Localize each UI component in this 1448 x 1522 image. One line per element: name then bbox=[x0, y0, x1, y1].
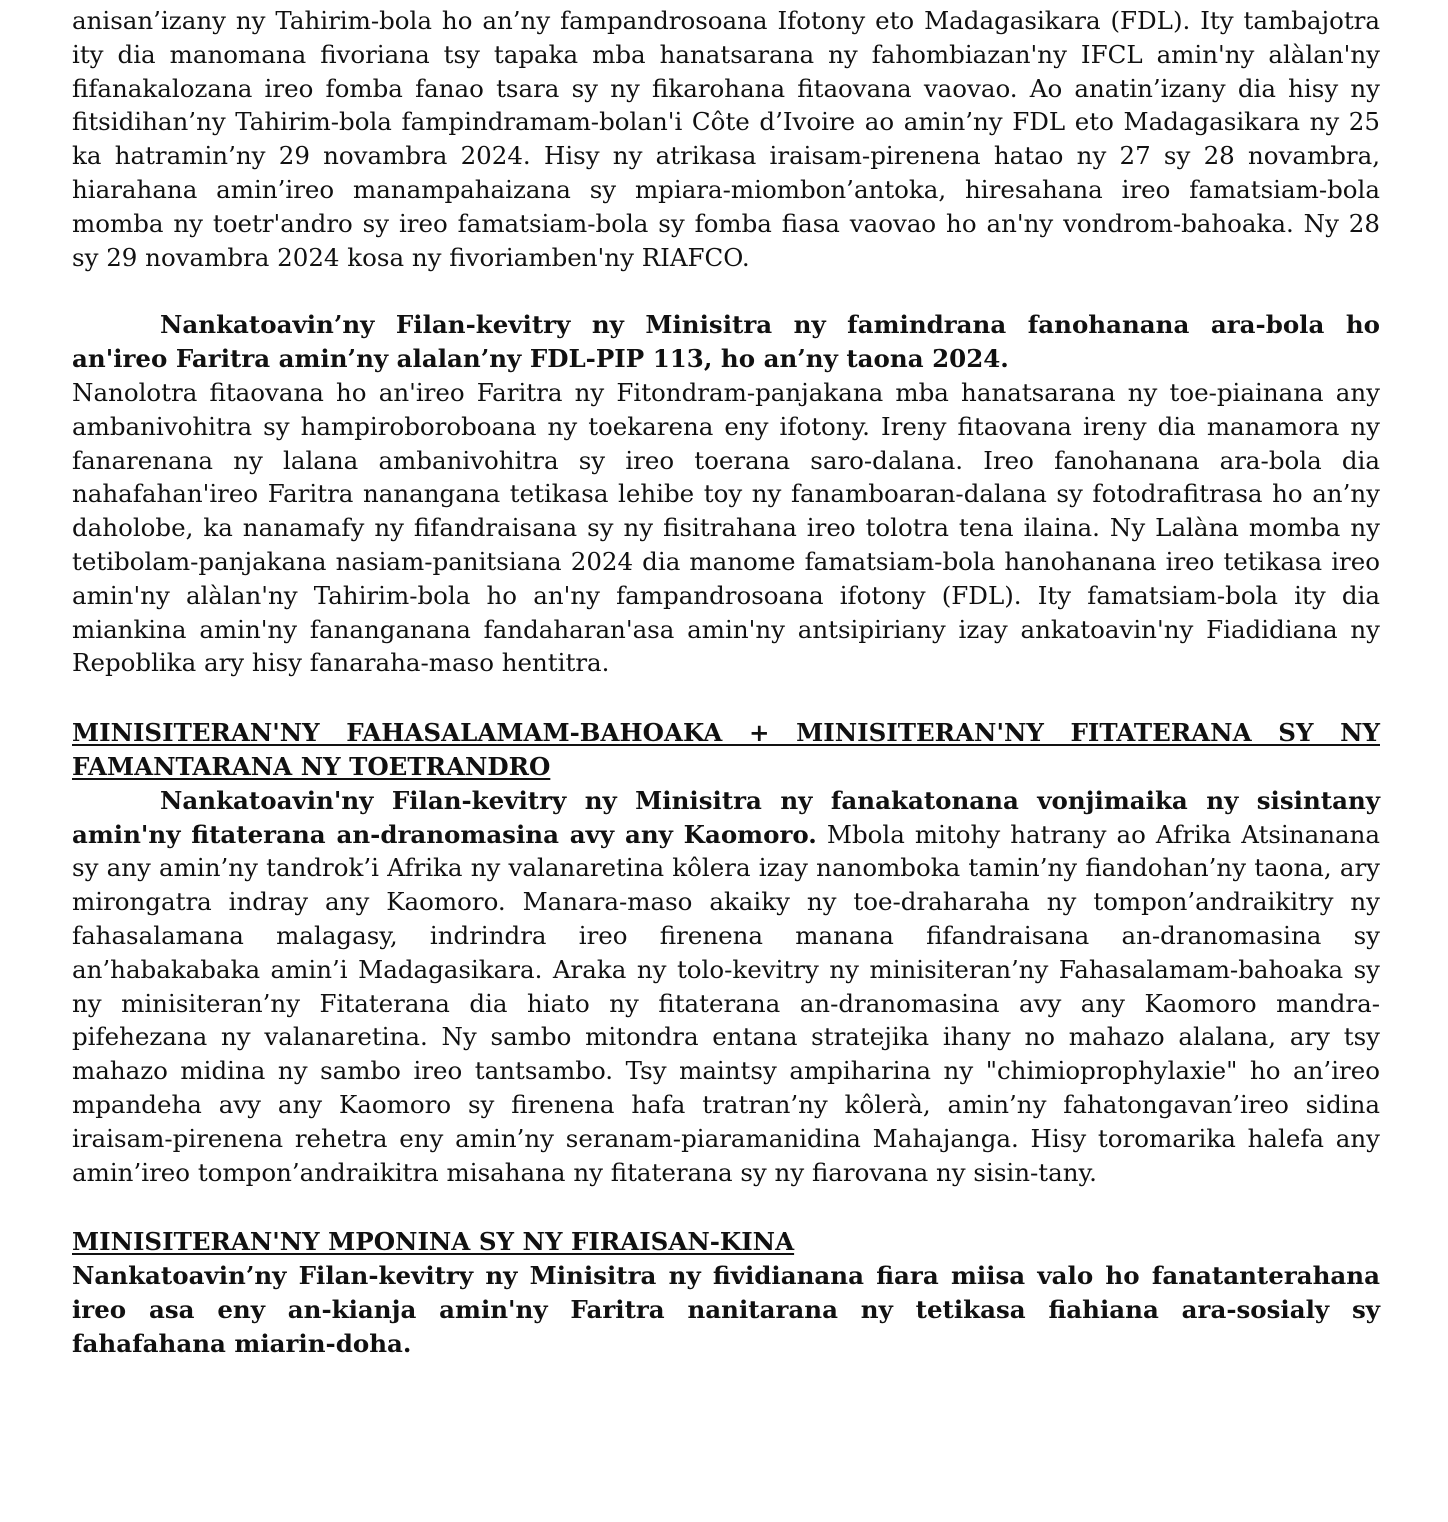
intro-paragraph: anisan’izany ny Tahirim-bola ho an’ny fampandrosoana Ifotony eto Madagasikara (FDL). Ity tambajotra ity dia manomana fivoriana tsy tapaka mba hanatsarana ny fahombiazan'ny IFCL amin'ny alàlan'ny fifanakalozana ireo fomba fanao tsara sy ny fikarohana fitaovana vaovao. Ao anatin’izany dia hisy ny fitsidihan’ny Tahirim-bola fampindramam-bolan'i Côte d’Ivoire ao amin’ny FDL eto Madagasikara ny 25 ka hatramin’ny 29 novambra 2024. Hisy ny atrikasa iraisam-pirenena hatao ny 27 sy 28 novambra, hiarahana amin’ireo manampahaizana sy mpiara-miombon’antoka, hiresahana ireo famatsiam-bola momba ny toetr'andro sy ireo famatsiam-bola sy fomba fiasa vaovao ho an'ny vondrom-bahoaka. Ny 28 sy 29 novambra 2024 kosa ny fivoriamben'ny RIAFCO. bbox=[72, 6, 1380, 272]
fdl-decision-title: Nankatoavin’ny Filan-kevitry ny Minisitra ny famindrana fanohanana ara-bola ho an'ireo Faritra amin’ny alalan’ny FDL-PIP 113, ho an’ny taona 2024. bbox=[72, 310, 1380, 374]
health-decision-paragraph bbox=[72, 784, 1380, 1190]
population-ministry-heading: MINISITERAN'NY MPONINA SY NY FIRAISAN-KINA bbox=[72, 1227, 795, 1257]
population-decision-title: Nankatoavin’ny Filan-kevitry ny Minisitra ny fividianana fiara miisa valo ho fanatanterahana ireo asa eny an-kianja amin'ny Faritra nanitarana ny tetikasa fiahiana ara-sosialy sy fahafahana miarin-doha. bbox=[72, 1261, 1380, 1358]
health-ministry-heading: MINISITERAN'NY FAHASALAMAM-BAHOAKA + MINISITERAN'NY FITATERANA SY NY FAMANTARANA NY TOETRANDRO bbox=[72, 718, 1380, 781]
health-decision-title: Nankatoavin'ny Filan-kevitry ny Minisitra ny fanakatonana vonjimaika ny sisintany amin'ny fitaterana an-dranomasina avy any Kaomoro. bbox=[72, 785, 1380, 849]
fdl-decision-body: Nanolotra fitaovana ho an'ireo Faritra ny Fitondram-panjakana mba hanatsarana ny toe-piainana any ambanivohitra sy hampiroboroboana ny toekarena eny ifotony. Ireny fitaovana ireny dia manamora ny fanarenana ny lalana ambanivohitra sy ireo toerana saro-dalana. Ireo fanohanana ara-bola dia nahafahan'ireo Faritra nanangana tetikasa lehibe toy ny fanamboaran-dalana sy fotodrafitrasa ho an’ny daholobe, ka nanamafy ny fifandraisana sy ny fisitrahana ireo tolotra tena ilaina. Ny Lalàna momba ny tetibolam-panjakana nasiam-panitsiana 2024 dia manome famatsiam-bola hanohanana ireo tetikasa ireo amin'ny alàlan'ny Tahirim-bola ho an'ny fampandrosoana ifotony (FDL). Ity famatsiam-bola ity dia miankina amin'ny fananganana fandaharan'asa amin'ny antsipiriany izay ankatoavin'ny Fiadidiana ny Repoblika ary hisy fanaraha-maso hentitra. bbox=[72, 377, 1380, 678]
health-decision-body: Mbola mitohy hatrany ao Afrika Atsinanana sy any amin’ny tandrok’i Afrika ny valanaretina kôlera izay nanomboka tamin’ny fiandohan’ny taona, ary mirongatra indray any Kaomoro. Manara-maso akaiky ny toe-draharaha ny tompon’andraikitry ny fahasalamana malagasy, indrindra ireo firenena manana fifandraisana an-dranomasina sy an’habakabaka amin’i Madagasikara. Araka ny tolo-kevitry ny minisiteran’ny Fahasalamam-bahoaka sy ny minisiteran’ny Fitaterana dia hiato ny fitaterana an-dranomasina avy any Kaomoro mandra-pifehezana ny valanaretina. Ny sambo mitondra entana stratejika ihany no mahazo alalana, ary tsy mahazo midina ny sambo ireo tantsambo. Tsy maintsy ampiharina ny "chimioprophylaxie" ho an’ireo mpandeha avy any Kaomoro sy firenena hafa tratran’ny kôlerà, amin’ny fahatongavan’ireo sidina iraisam-pirenena rehetra eny amin’ny seranam-piaramanidina Mahajanga. Hisy toromarika halefa any amin’ireo tompon’andraikitra misahana ny fitaterana sy ny fiarovana ny sisin-tany. bbox=[72, 819, 1380, 1187]
document-page bbox=[72, 4, 1380, 1360]
